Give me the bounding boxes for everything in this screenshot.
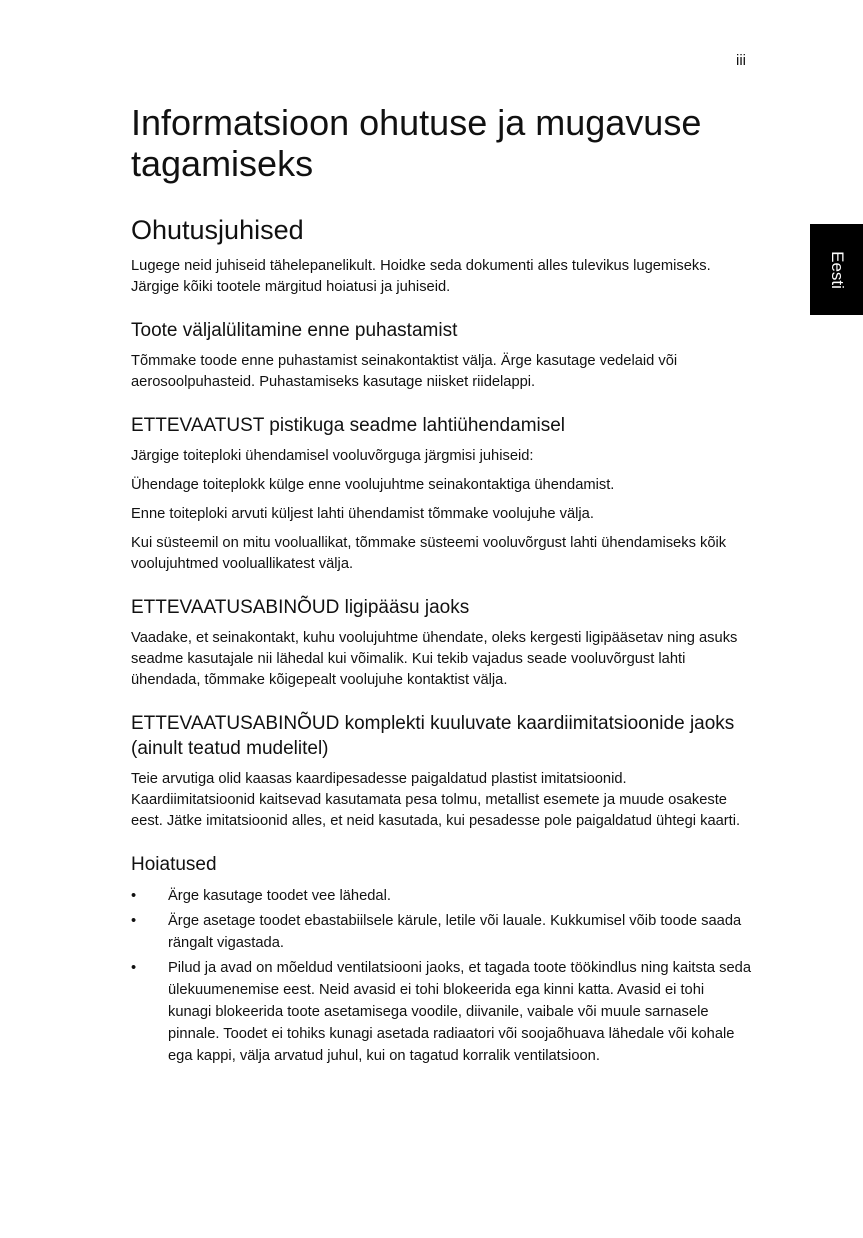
- page-title: Informatsioon ohutuse ja mugavuse tagamiseks: [131, 102, 702, 184]
- paragraph: Teie arvutiga olid kaasas kaardipesadesse paigaldatud plastist imitatsioonid. Kaardiimitatsioonid kaitsevad kasutamata pesa tolmu, metallist esemete ja muude osakeste eest. Jätke imitatsioonid alles, et neid kasutada, kui pesadesse pole paigaldatud ühtegi kaarti.: [131, 771, 741, 829]
- paragraph: Kui süsteemil on mitu vooluallikat, tõmmake süsteemi vooluvõrgust lahti ühendamiseks kõik voolujuhtmed vooluallikatest välja.: [131, 535, 727, 572]
- paragraph: Ühendage toiteplokk külge enne voolujuhtme seinakontaktiga ühendamist.: [131, 477, 615, 493]
- page-number: iii: [736, 52, 746, 69]
- language-tab: [810, 224, 863, 315]
- list-item-text: Ärge asetage toodet ebastabiilsele kärule, letile või lauale. Kukkumisel võib toode saada rängalt vigastada.: [168, 913, 742, 951]
- bullet-icon: •: [131, 888, 137, 904]
- section-intro: Lugege neid juhiseid tähelepanelikult. Hoidke seda dokumenti alles tulevikus lugemiseks. Järgige kõiki tootele märgitud hoiatusi ja juhiseid.: [131, 258, 711, 295]
- subsection-heading-cleaning: Toote väljalülitamine enne puhastamist: [131, 320, 458, 341]
- language-tab-label: Eesti: [827, 250, 847, 289]
- paragraph: Järgige toiteploki ühendamisel vooluvõrguga järgmisi juhiseid:: [131, 448, 534, 464]
- section-heading: Ohutusjuhised: [131, 215, 304, 245]
- subsection-heading-accessibility: ETTEVAATUSABINÕUD ligipääsu jaoks: [131, 597, 470, 618]
- list-item: [131, 910, 751, 954]
- list-item-text: Pilud ja avad on mõeldud ventilatsiooni jaoks, et tagada toote töökindlus ning kaitsta seda ülekuumenemise eest. Neid avasid ei tohi blokeerida ega kinni katta. Avasid ei tohi kunagi blokeerida toote asetamisega voodile, diivanile, vaibale või muule sarnasele pinnale. Toodet ei tohiks kunagi asetada radiaatori või soojaõhuava lähedale või kohale ega kappi, välja arvatud juhul, kui on tagatud korralik ventilatsioon.: [168, 960, 751, 1064]
- paragraph: Enne toiteploki arvuti küljest lahti ühendamist tõmmake voolujuhe välja.: [131, 506, 594, 522]
- paragraph: Vaadake, et seinakontakt, kuhu voolujuhtme ühendate, oleks kergesti ligipääsetav ning asuks seadme kasutajale nii lähedal kui võimalik. Kui tekib vajadus seade vooluvõrgust lahti ühendada, tõmmake kõigepealt voolujuhe kontaktist välja.: [131, 630, 738, 688]
- warnings-list: [131, 885, 751, 1067]
- list-item: [131, 885, 751, 907]
- paragraph: Tõmmake toode enne puhastamist seinakontaktist välja. Ärge kasutage vedelaid või aerosoolpuhasteid. Puhastamiseks kasutage niisket riidelappi.: [131, 353, 678, 390]
- bullet-icon: •: [131, 960, 137, 976]
- warnings-heading: Hoiatused: [131, 854, 217, 875]
- list-item-text: Ärge kasutage toodet vee lähedal.: [168, 888, 391, 904]
- bullet-icon: •: [131, 913, 137, 929]
- list-item: [131, 957, 751, 1067]
- subsection-heading-unplugging: ETTEVAATUST pistikuga seadme lahtiühendamisel: [131, 415, 566, 436]
- document-body: [131, 102, 751, 1070]
- subsection-heading-card-dummies: ETTEVAATUSABINÕUD komplekti kuuluvate kaardiimitatsioonide jaoks (ainult teatud mudelitel): [131, 713, 735, 759]
